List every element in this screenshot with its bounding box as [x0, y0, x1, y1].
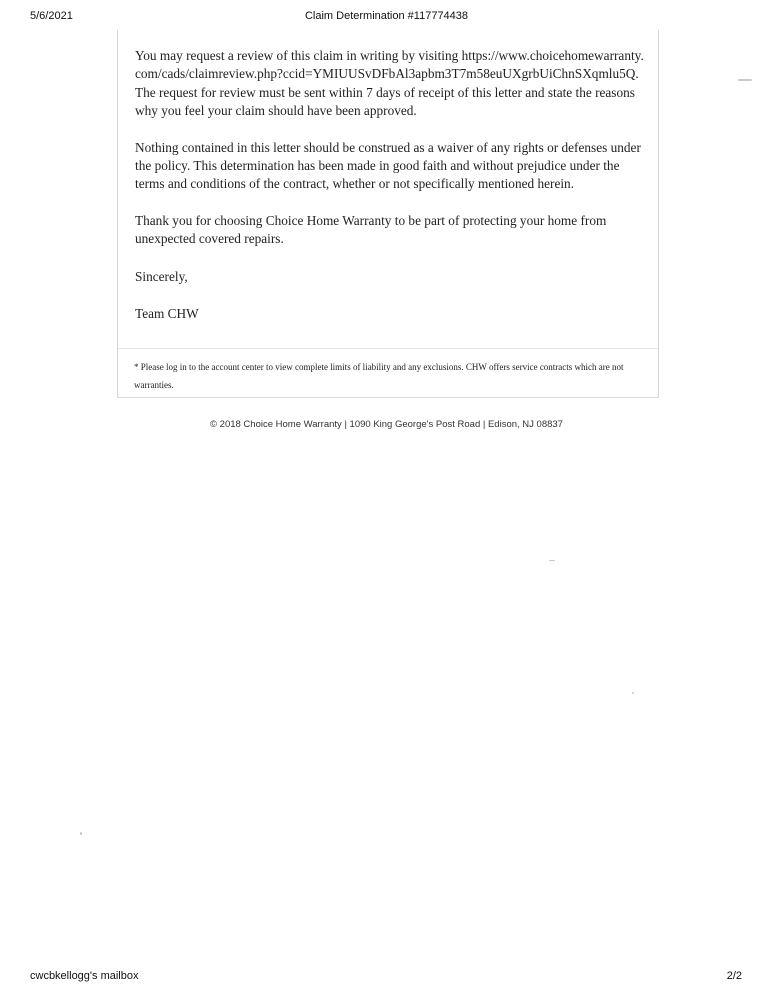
- closing-text: Sincerely,: [135, 268, 188, 284]
- letter-panel: [117, 30, 659, 398]
- print-title: Claim Determination #117774438: [304, 10, 469, 22]
- page-number: 2/2: [726, 970, 742, 982]
- signature-text: Team CHW: [135, 306, 199, 322]
- footnote-divider: [118, 348, 658, 349]
- letter-body: [135, 47, 645, 323]
- copyright-line: © 2018 Choice Home Warranty | 1090 King George's Post Road | Edison, NJ 08837: [210, 419, 563, 430]
- thanks-paragraph: Thank you for choosing Choice Home Warranty to be part of protecting your home from unexpected covered repairs.: [135, 212, 607, 247]
- scan-speck: [80, 832, 82, 835]
- scan-speck: [632, 692, 634, 694]
- print-date: 5/6/2021: [30, 10, 73, 22]
- waiver-paragraph: Nothing contained in this letter should be construed as a waiver of any rights or defenses under the policy. This determination has been made in good faith and without prejudice under the terms and conditions of the contract, whether or not specifically mentioned herein.: [135, 139, 641, 192]
- footnote: * Please log in to the account center to view complete limits of liability and any exclusions. CHW offers service contracts which are not warranties.: [134, 362, 624, 390]
- review-intro-text: You may request a review of this claim in writing by visiting: [135, 48, 459, 63]
- mailbox-label: cwcbkellogg's mailbox: [30, 970, 139, 982]
- review-deadline-text: The request for review must be sent within 7 days of receipt of this letter and state the reasons why you feel your claim should have been approved.: [135, 84, 635, 119]
- scan-speck: [738, 79, 752, 81]
- claim-review-link[interactable]: https://www.choicehomewarranty.com/cads/claimreview.php?ccid=YMIUUSvDFbAl3apbm3T7m58euUXgrbUiChnSXqmlu5Q.: [135, 48, 644, 82]
- scan-speck: [549, 560, 555, 561]
- review-paragraph: [135, 47, 645, 121]
